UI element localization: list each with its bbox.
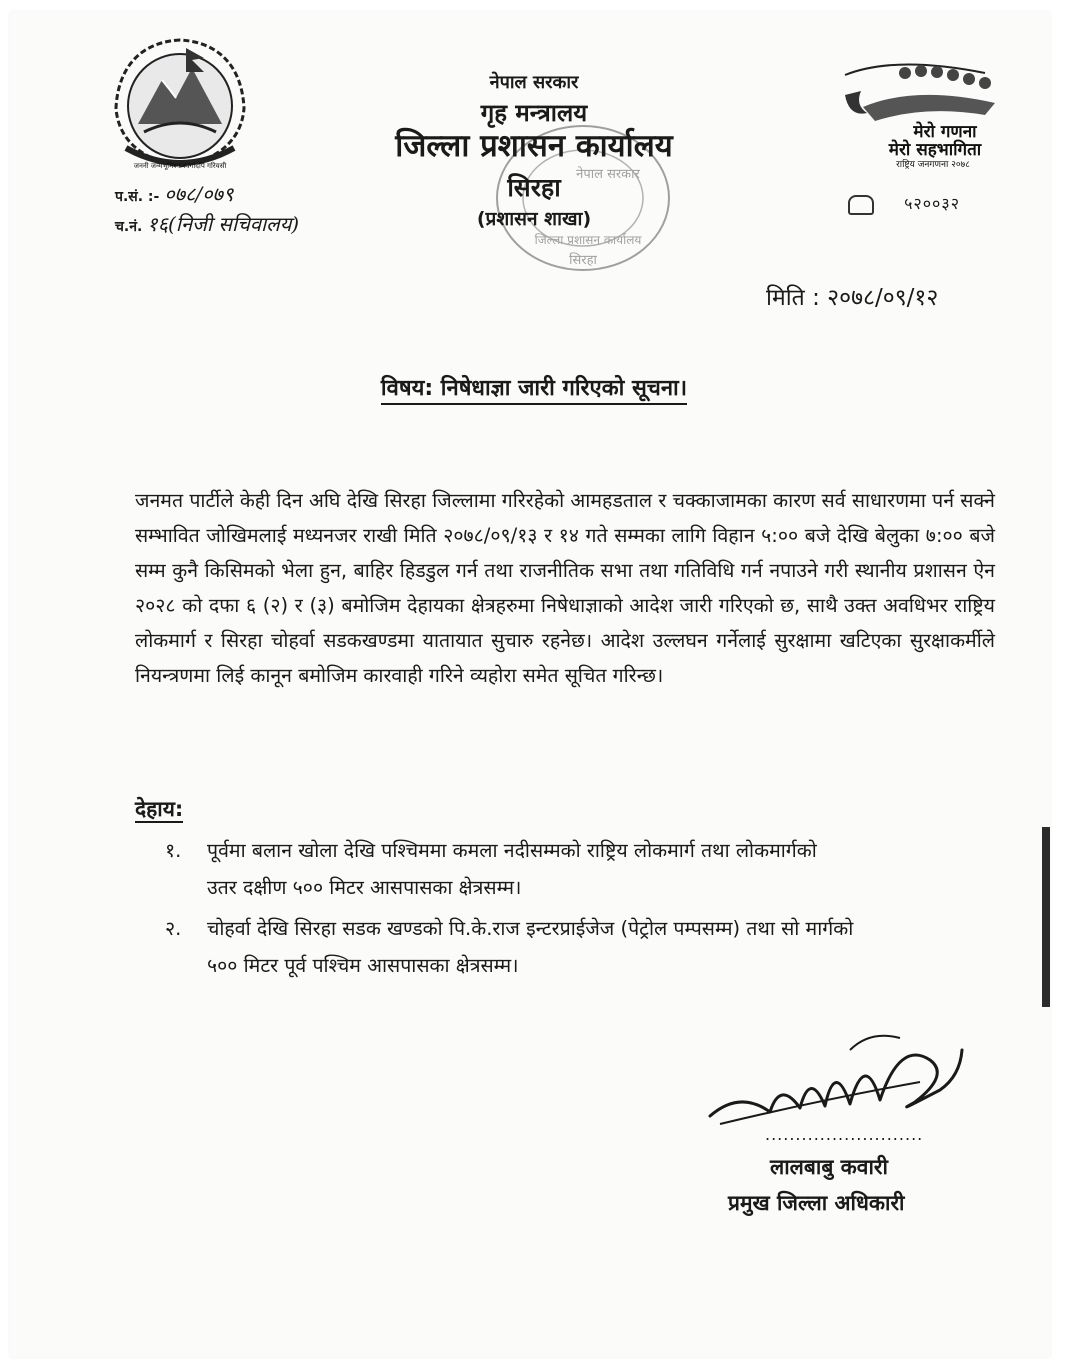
census-logo-line1: मेरो गणना [913,122,977,142]
ministry-title: गृह मन्त्रालय [480,99,588,127]
item-line1: चोहर्वा देखि सिरहा सडक खण्डको पि.के.राज इन्टरप्राईजेज (पेट्रोल पम्पसम्म) तथा सो मार्गको [207,917,854,940]
reference-number [115,180,233,207]
subject-line [0,372,1068,402]
item-number: २. [165,917,182,940]
subject-text: विषय: निषेधाज्ञा जारी गरिएको सूचना। [381,376,687,405]
signatory-name: लालबाबु कवारी [770,1155,888,1179]
phone-contact [848,192,960,215]
census-logo-line2: मेरो सहभागिता [888,140,982,160]
signature-mark [700,1020,970,1140]
dispatch-number [115,210,299,237]
schedule-title-text: देहाय: [135,797,184,821]
letter-date: मिति : २०७८/०९/१२ [766,285,939,311]
census-logo-line3: राष्ट्रिय जनगणना २०७८ [896,160,970,170]
stamp-line3: सिरहा [569,253,597,268]
cn-value: १६(निजी सचिवालय) [147,212,300,236]
scan-edge-mark [1042,827,1050,1007]
government-title: नेपाल सरकार [489,72,579,93]
ps-label: प.सं. :- [115,189,160,205]
office-title: जिल्ला प्रशासन कार्यालय [395,128,673,164]
notice-body: जनमत पार्टीले केही दिन अघि देखि सिरहा जिल्लामा गरिरहेको आमहडताल र चक्काजामका कारण सर्व साधारणमा पर्न सक्ने सम्भावित जोखिमलाई मध्यनजर राखी मिति २०७८/०९/१३ र १४ गते सम्मका लागि विहान ५:०० बजे देखि बेलुका ७:०० बजे सम्म कुनै किसिमको भेला हुन, बाहिर हिडडुल गर्न तथा राजनीतिक सभा तथा गतिविधि गर्न नपाउने गरी स्थानीय प्रशासन ऐन २०२८ को दफा ६ (२) र (३) बमोजिम देहायका क्षेत्रहरुमा निषेधाज्ञाको आदेश जारी गरिएको छ, साथै उक्त अवधिभर राष्ट्रिय लोकमार्ग र सिरहा चोहर्वा सडकखण्डमा यातायात सुचारु रहनेछ। आदेश उल्लघन गर्नेलाई सुरक्षामा खटिएका सुरक्षाकर्मीले नियन्त्रणमा लिई कानून बमोजिम कारवाही गरिने व्यहोरा समेत सूचित गरिन्छ। [135,489,995,687]
telephone-icon [848,195,874,215]
list-item [165,832,995,906]
emblem-caption: जननी जन्मभूमिश्च स्वर्गादपि गरियसी [133,162,227,170]
district-title: सिरहा [507,173,561,202]
schedule-heading [135,795,183,823]
list-item [165,910,995,984]
phone-number: ५२००३२ [904,194,961,213]
ps-value: ०७८/०७९ [164,182,234,206]
cn-label: च.नं. [115,219,143,235]
signature-line: .......................... [765,1125,924,1144]
item-line1: पूर्वमा बलान खोला देखि पश्चिममा कमला नदीसम्मको राष्ट्रिय लोकमार्ग तथा लोकमार्गको [207,839,817,862]
stamp-line1: नेपाल सरकार [576,167,640,182]
item-number: १. [165,839,182,862]
signatory-title: प्रमुख जिल्ला अधिकारी [728,1191,905,1215]
item-line2: उतर दक्षीण ५०० मिटर आसपासका क्षेत्रसम्म। [207,876,522,899]
branch-title: (प्रशासन शाखा) [476,208,592,230]
item-line2: ५०० मिटर पूर्व पश्चिम आसपासका क्षेत्रसम्म। [207,954,519,977]
stamp-line2: जिल्ला प्रशासन कार्यालय [534,233,642,247]
